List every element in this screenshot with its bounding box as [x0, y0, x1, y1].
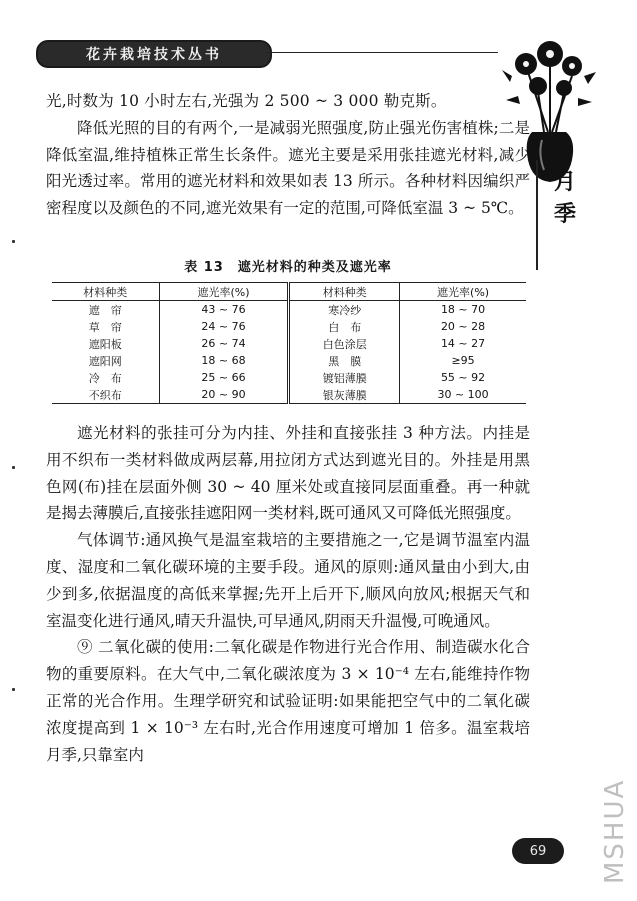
table-cell: 不织布 [88, 388, 122, 402]
table-row [52, 352, 526, 369]
table-header-cell: 材料种类 [83, 285, 128, 299]
table-cell: 白 布 [289, 318, 400, 335]
table-header-row [52, 283, 526, 301]
table-cell: 镀铝薄膜 [289, 369, 400, 386]
table-cell: 24 ~ 76 [159, 318, 289, 335]
side-tab-char-2: 季 [553, 201, 576, 227]
table-cell: 草 帘 [88, 320, 122, 334]
table-cell: 遮阳板 [88, 337, 122, 351]
header-rule [266, 52, 498, 53]
table-cell: 冷 布 [88, 371, 122, 385]
table-row [52, 301, 526, 319]
watermark: MSHUA [600, 778, 630, 884]
paragraph-co2-usage: ⑨ 二氧化碳的使用:二氧化碳是作物进行光合作用、制造碳水化合物的重要原料。在大气中,二氧化碳浓度为 3 × 10⁻⁴ 左右,能维持作物正常的光合作用。生理学研究和试验证明:如果能把空气中的二氧化碳浓度提高到 1 × 10⁻³ 左右时,光合作用速度可增加 1 倍多。温室栽培月季,只靠室内 [46, 638, 530, 764]
table-cell: 寒冷纱 [289, 301, 400, 319]
margin-speck [12, 688, 15, 691]
continued-line: 光,时数为 10 小时左右,光强为 2 500 ~ 3 000 勒克斯。 [46, 92, 447, 110]
table-header-cell: 材料种类 [289, 283, 400, 301]
table-cell: 25 ~ 66 [159, 369, 289, 386]
table-cell: 30 ~ 100 [400, 386, 526, 404]
page-number: 69 [512, 838, 564, 864]
text-section-bottom [46, 420, 530, 768]
side-tab-char-1: 月 [553, 169, 576, 195]
series-title-banner: 花卉栽培技术丛书 [36, 40, 272, 68]
table-cell: 43 ~ 76 [159, 301, 289, 319]
table-cell: 遮 帘 [88, 303, 122, 317]
margin-speck [12, 466, 15, 469]
paragraph-hanging-methods: 遮光材料的张挂可分为内挂、外挂和直接张挂 3 种方法。内挂是用不织布一类材料做成两层幕,用拉闭方式达到遮光目的。外挂是用黑色网(布)挂在层面外侧 30 ~ 40 厘米处或直接同层面重叠。再一种就是揭去薄膜后,直接张挂遮阳网一类材料,既可通风又可降低光照强度。 [46, 424, 530, 523]
table-row [52, 335, 526, 352]
table-cell: 26 ~ 74 [159, 335, 289, 352]
table-cell: 55 ~ 92 [400, 369, 526, 386]
margin-speck [12, 240, 15, 243]
table-row [52, 318, 526, 335]
table-cell: 18 ~ 70 [400, 301, 526, 319]
table-row [52, 369, 526, 386]
shading-materials-table [52, 282, 526, 404]
text-section-top [46, 88, 530, 222]
table-caption: 表 13 遮光材料的种类及遮光率 [184, 260, 392, 275]
side-rule [536, 160, 538, 270]
table-header-cell: 遮光率(%) [159, 283, 289, 301]
table-header-cell: 遮光率(%) [400, 283, 526, 301]
table-cell: ≥95 [400, 352, 526, 369]
table-cell: 14 ~ 27 [400, 335, 526, 352]
paragraph-gas-regulation: 气体调节:通风换气是温室栽培的主要措施之一,它是调节温室内温度、湿度和二氧化碳环境的主要手段。通风的原则:通风量由小到大,由少到多,依据温度的高低来掌握;先开上后开下,顺风向放风;根据天气和室温变化进行通风,晴天升温快,可早通风,阴雨天升温慢,可晚通风。 [46, 531, 530, 630]
table-cell: 白色涂层 [289, 335, 400, 352]
table-cell: 20 ~ 90 [159, 386, 289, 404]
table-row [52, 386, 526, 404]
table-cell: 遮阳网 [88, 354, 122, 368]
paragraph-shading-purpose: 降低光照的目的有两个,一是减弱光照强度,防止强光伤害植株;二是降低室温,维持植株正常生长条件。遮光主要是采用张挂遮光材料,减少阳光透过率。常用的遮光材料和效果如表 13 所示。各种材料因编织严密程度以及颜色的不同,遮光效果有一定的范围,可降低室温 3 ~ 5℃。 [46, 118, 530, 218]
table-cell: 18 ~ 68 [159, 352, 289, 369]
chapter-side-tab [550, 166, 580, 230]
table-cell: 黑 膜 [289, 352, 400, 369]
table-cell: 20 ~ 28 [400, 318, 526, 335]
table-cell: 银灰薄膜 [289, 386, 400, 404]
